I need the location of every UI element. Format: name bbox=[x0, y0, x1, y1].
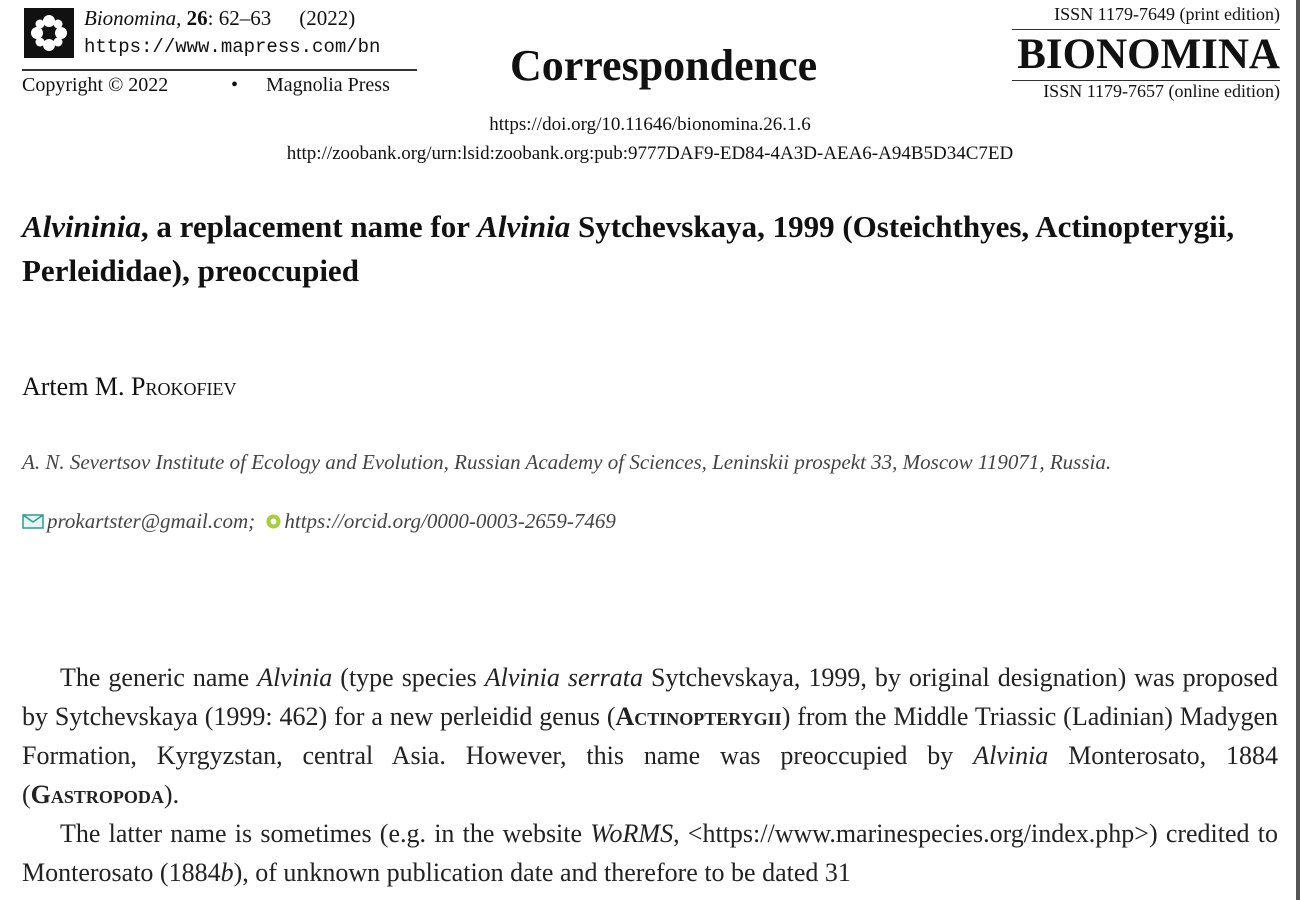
orcid-icon bbox=[266, 510, 281, 525]
journal-brand: BIONOMINA bbox=[1017, 31, 1280, 78]
title-genus-new: Alvininia bbox=[22, 209, 141, 244]
website-name: WoRMS bbox=[590, 819, 674, 848]
issn-online: ISSN 1179-7657 (online edition) bbox=[1043, 81, 1280, 101]
orcid-link[interactable]: https://orcid.org/0000-0003-2659-7469 bbox=[284, 509, 616, 533]
author-name bbox=[22, 372, 237, 402]
title-part2: Sytchevskaya, 1999 (Osteichthyes, Actinopterygii, Perleididae), preoccupied bbox=[22, 209, 1235, 288]
journal-url-link[interactable]: https://www.mapress.com/bn bbox=[84, 36, 381, 58]
bullet-separator: • bbox=[231, 74, 239, 96]
taxon-name: Alvinia serrata bbox=[484, 663, 643, 692]
email-link[interactable]: prokartster@gmail.com; bbox=[47, 509, 256, 533]
article-body bbox=[22, 658, 1278, 892]
body-text: ) from the Middle Triassic (Ladinian) Madygen Formation, Kyrgyzstan, central Asia. However, this name was preoccupied by bbox=[22, 702, 1278, 770]
taxon-group: Actinopterygii bbox=[615, 702, 782, 731]
journal-year: (2022) bbox=[299, 6, 356, 30]
journal-citation bbox=[84, 6, 355, 31]
copyright-text: Copyright © 2022 bbox=[22, 74, 169, 96]
journal-name: Bionomina, bbox=[84, 6, 182, 30]
title-part1: , a replacement name for bbox=[140, 209, 478, 244]
mail-icon bbox=[22, 510, 44, 525]
body-text: ). bbox=[163, 780, 180, 809]
taxon-name: Alvinia bbox=[973, 741, 1049, 770]
author-surname: Prokofiev bbox=[131, 372, 237, 401]
body-text: The latter name is sometimes (e.g. in the website bbox=[60, 819, 591, 848]
journal-logo-icon bbox=[24, 8, 74, 58]
taxon-name: Alvinia bbox=[257, 663, 333, 692]
author-contact bbox=[22, 509, 616, 534]
taxon-group: Gastropoda bbox=[30, 780, 164, 809]
body-text: Sytchevskaya, 1999, by original designation) was proposed by Sytchevskaya (1999: 462) for a new perleidid genus ( bbox=[22, 663, 1278, 731]
journal-volume: 26 bbox=[186, 6, 208, 30]
section-heading: Correspondence bbox=[510, 41, 818, 90]
body-paragraph-1 bbox=[22, 658, 1278, 814]
zoobank-link[interactable]: http://zoobank.org/urn:lsid:zoobank.org:pub:9777DAF9-ED84-4A3D-AEA6-A94B5D34C7ED bbox=[286, 143, 1014, 164]
body-text: , <https://www.marinespecies.org/index.php>) credited to Monterosato (1884 bbox=[22, 819, 1278, 887]
author-affiliation: A. N. Severtsov Institute of Ecology and Evolution, Russian Academy of Sciences, Leninskii prospekt 33, Moscow 119071, Russia. bbox=[22, 450, 1112, 474]
body-text: (type species bbox=[332, 663, 485, 692]
citation-suffix: b bbox=[220, 858, 234, 887]
journal-pages: : 62–63 bbox=[207, 6, 272, 30]
author-given: Artem M. bbox=[22, 372, 132, 401]
body-text: Monterosato, 1884 ( bbox=[22, 741, 1279, 809]
publisher-name: Magnolia Press bbox=[266, 74, 390, 96]
title-genus-old: Alvinia bbox=[477, 209, 571, 244]
article-title bbox=[22, 205, 1278, 293]
body-paragraph-2 bbox=[22, 814, 1278, 892]
header-rule-left bbox=[22, 69, 417, 71]
body-text: The generic name bbox=[60, 663, 258, 692]
body-text: ), of unknown publication date and therefore to be dated 31 bbox=[233, 858, 851, 887]
issn-print: ISSN 1179-7649 (print edition) bbox=[1054, 4, 1280, 24]
doi-link[interactable]: https://doi.org/10.11646/bionomina.26.1.6 bbox=[489, 114, 811, 135]
